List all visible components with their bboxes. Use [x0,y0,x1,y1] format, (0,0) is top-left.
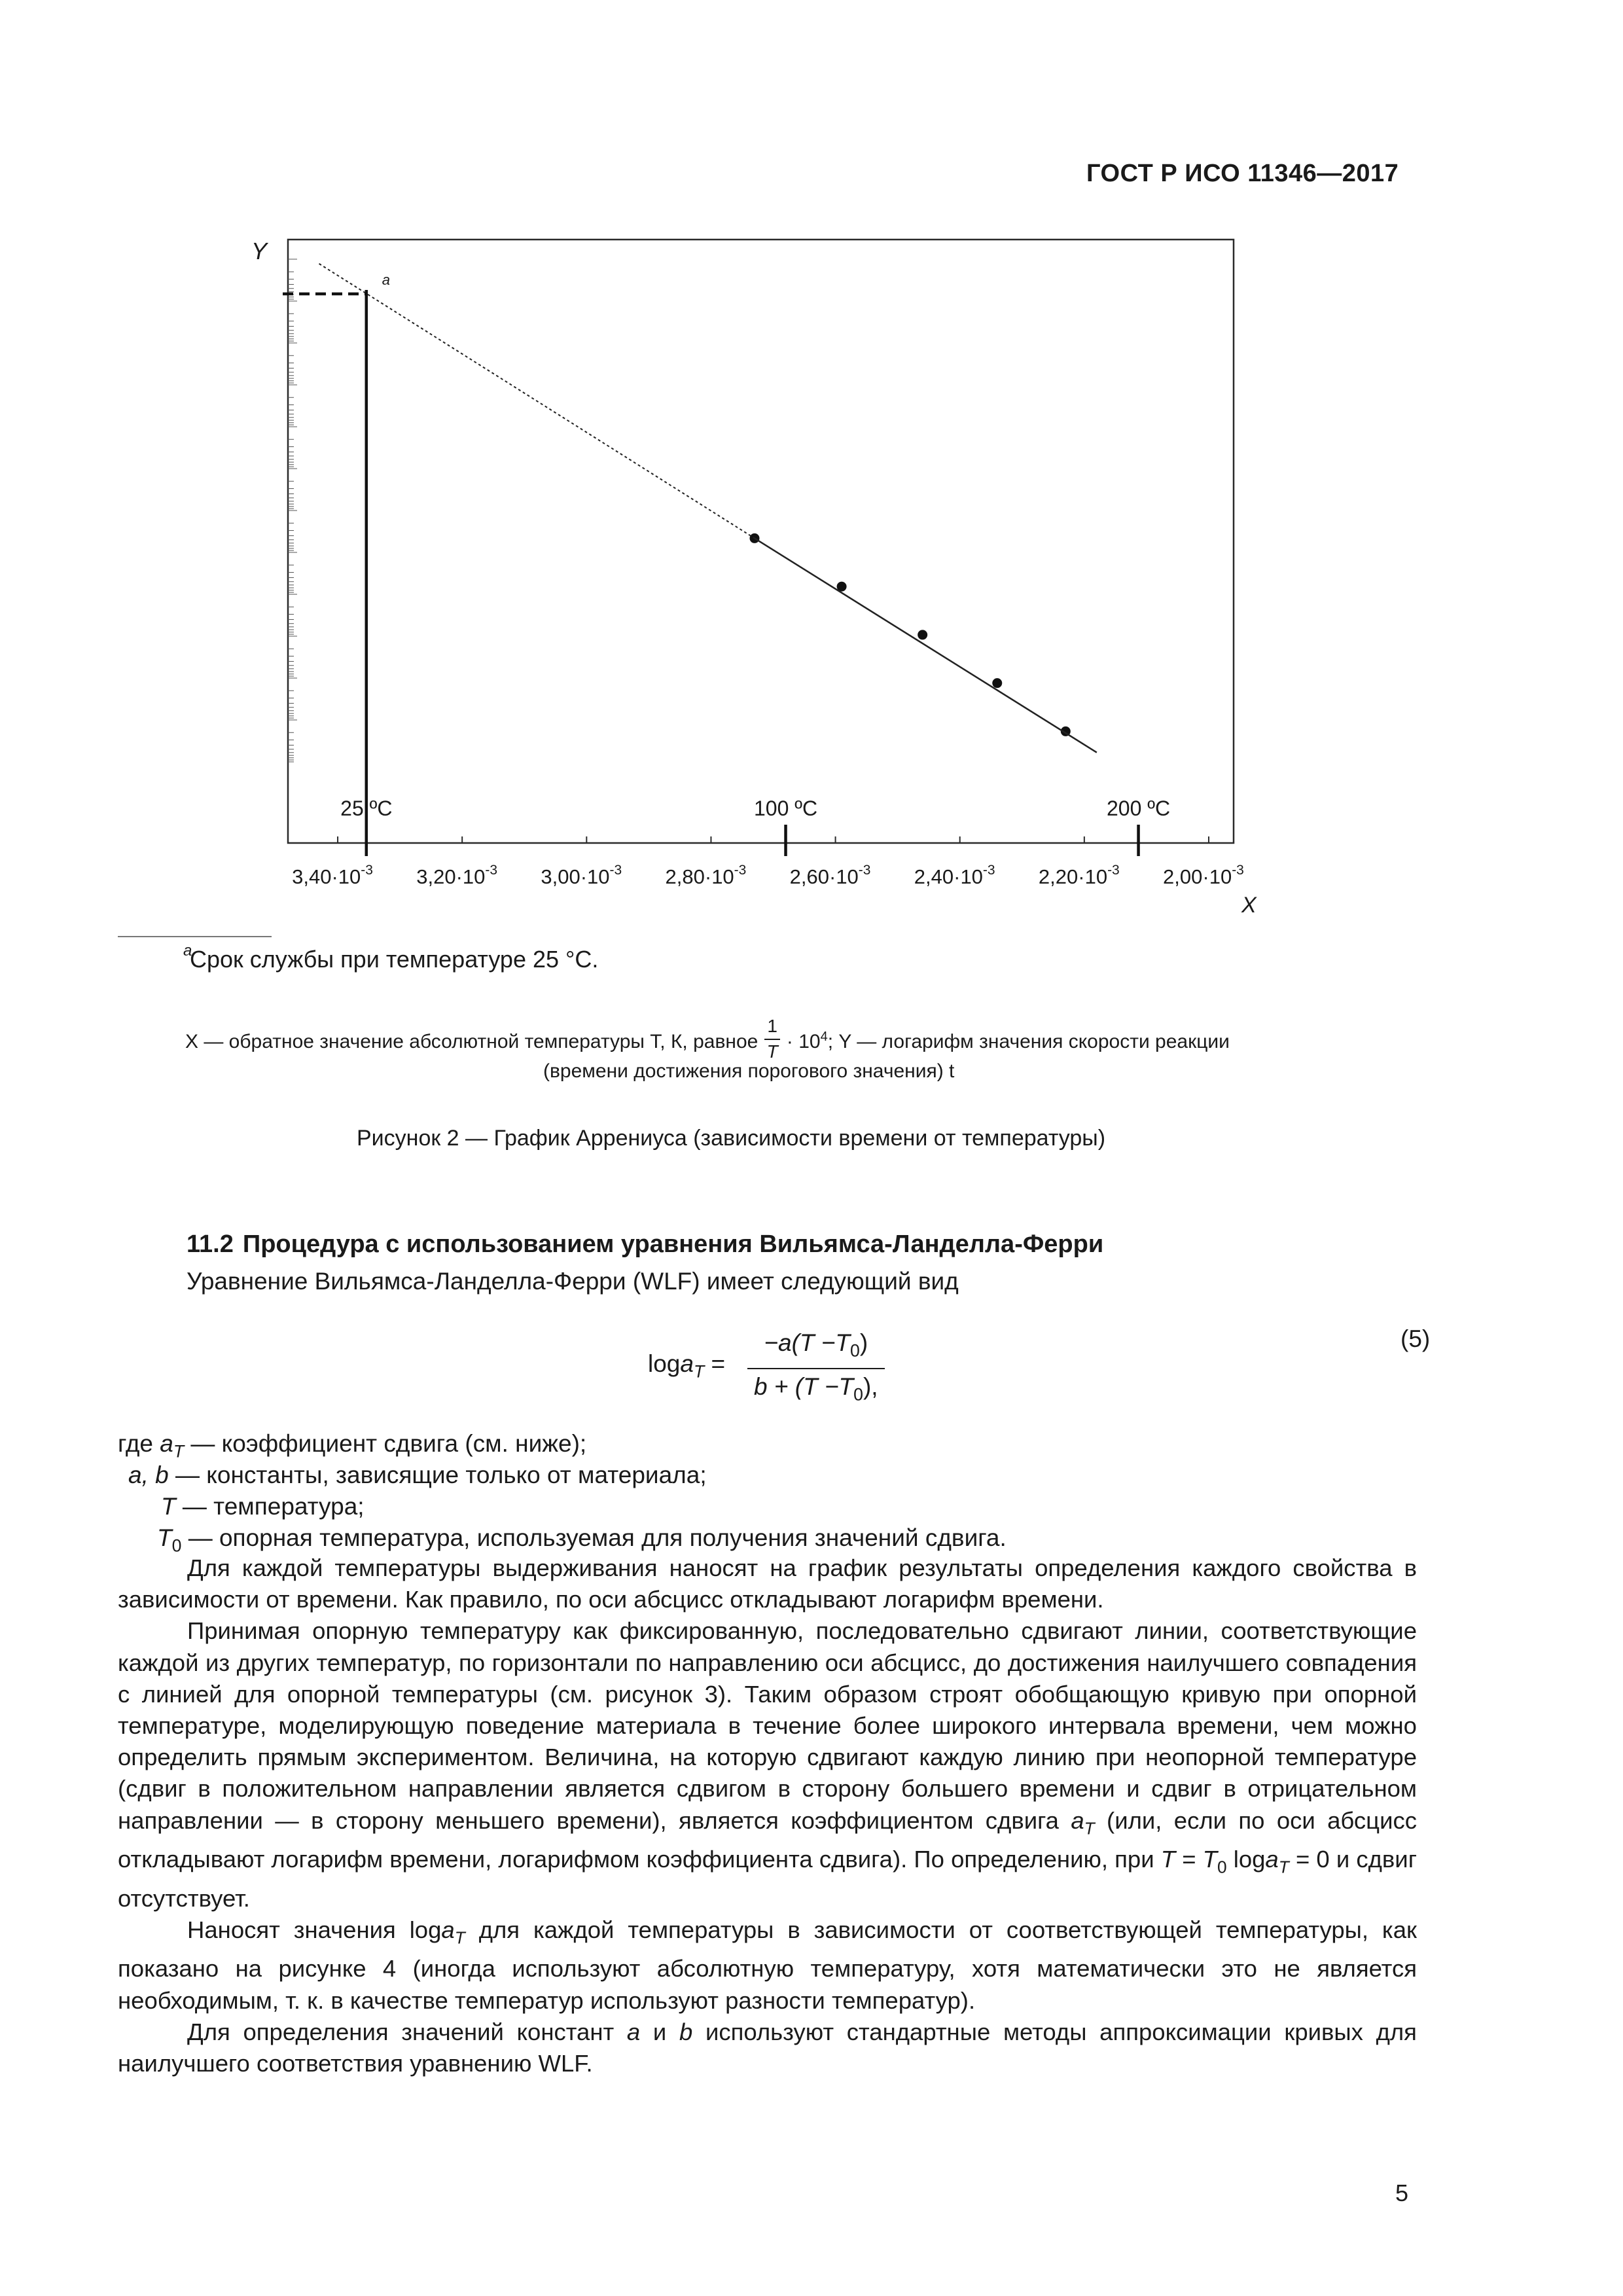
section-heading [187,1230,1103,1259]
eq-tail: , [871,1373,878,1401]
eq-denominator [747,1368,885,1412]
section-title: Процедура с использованием уравнения Вильямса-Ланделла-Ферри [242,1230,1104,1258]
p2-part-b: (или, если по оси абсцисс откладывают логарифм времени, логарифмом коэффициента сдвига). По определению, при [118,1806,1417,1873]
def-sub: 0 [171,1535,182,1556]
x-tick-label: $3,40\cdot 10^{-3}$ [292,863,373,888]
p3-part-b: для каждой температуры в зависимости от соответствующей температуры, как показано на рисунке 4 (иногда используют абсолютную температуру, хотя математически это не является необходимым, т. к. в качестве температур используют разности температур). [118,1916,1417,2014]
paragraph-2: Принимая опорную температуру как фиксированную, последовательно сдвигают линии, соответствующие каждой из других температур, по горизонтали по направлению оси абсцисс, до достижения наилучшего совпадения с линией для опорной температуры (см. рисунок 3). Таким образом строят обобщающую кривую при опорной температуре, моделирующую поведение материала в течение более широкого интервала времени, чем можно определить прямым экспериментом. Величина, на которую сдвигают каждую линию при неопорной температуре (сдвиг в положительном направлении является сдвигом в сторону большего времени и сдвиг в отрицательном направлении — в сторону меньшего времени), является коэффициентом сдвига $a_T$ (или, если по оси абсцисс откладывают логарифм времени, логарифмом коэффициента сдвига). По определению, при $T = T_0$ loga$_T$ = 0 и сдвиг отсутствует. [118,1617,1418,1912]
eq-num-text: −a(T −T [764,1329,851,1356]
def-sym: T [157,1524,172,1551]
eq-den-text: b + (T −T [754,1373,854,1401]
wlf-equation [648,1325,1041,1410]
def-sub: T [173,1441,185,1462]
x-tick-label: $2,60\cdot 10^{-3}$ [789,863,871,888]
legend-x-prefix: X — обратное значение абсолютной температуры T, К, равное [185,1030,758,1052]
paragraph-1: Для каждой температуры выдерживания наносят на график результаты определения каждого свойства в зависимости от времени. Как правило, по оси абсцисс откладывают логарифм времени. [118,1554,1417,1613]
x-tick-label: $3,20\cdot 10^{-3}$ [416,863,498,888]
def-sym: a, b [128,1462,169,1488]
legend-y-part: ; Y — логарифм значения скорости реакции [827,1030,1230,1052]
legend-x-mult: · 10 [786,1030,821,1052]
footnote-text: Срок службы при температуре 25 °С. [190,946,599,973]
definition-T0 [157,1524,1007,1556]
def-text: — опорная температура, используемая для получения значений сдвига. [181,1524,1007,1551]
def-text: — температура; [175,1493,365,1520]
paragraph-4: Для определения значений констант a и b используют стандартные методы аппроксимации кривых для наилучшего соответствия уравнению WLF. [118,2018,1417,2077]
footnote-marker: a [183,942,192,960]
p4-part-c: используют стандартные методы аппроксимации кривых для наилучшего соответствия уравнению WLF. [118,2018,1417,2077]
definition-ab [128,1462,707,1489]
def-sym: T [161,1493,176,1520]
eq-sub: T [693,1361,705,1382]
x-tick-label: $2,00\cdot 10^{-3}$ [1163,863,1244,888]
p2-part-c: = 0 и сдвиг отсутствует. [118,1846,1418,1912]
p3-part-a: Наносят значения [187,1916,396,1943]
temperature-label: 25 ºC [340,797,393,820]
legend-frac-num: 1 [764,1014,780,1040]
x-tick-label: $2,20\cdot 10^{-3}$ [1038,863,1120,888]
eq-numerator [747,1325,885,1368]
paragraph-3: Наносят значения loga$_T$ для каждой температуры в зависимости от соответствующей температуры, как показано на рисунке 4 (иногда используют абсолютную температуру, хотя математически это не является необходимым, т. к. в качестве температур используют разности температур). [118,1916,1417,2014]
p4-part-a: Для определения значений констант [187,2018,615,2045]
y-axis-label: Y [251,238,268,264]
section-intro: Уравнение Вильямса-Ланделла-Ферри (WLF) имеет следующий вид [187,1268,959,1295]
legend-frac-den: T [766,1041,778,1062]
page-number: 5 [1395,2179,1409,2206]
def-text: — константы, зависящие только от материала; [168,1462,707,1488]
annotation-label: a [382,271,391,288]
legend-fraction [764,1014,780,1064]
x-tick-label: $2,40\cdot 10^{-3}$ [914,863,995,888]
x-tick-label: $3,00\cdot 10^{-3}$ [541,863,622,888]
legend-x-exp: 4 [820,1029,828,1044]
temperature-label: 100 ºC [753,797,818,820]
equation-lhs: loga$_T$ = [648,1350,726,1382]
section-number: 11.2 [187,1230,234,1258]
eq-den-close: ) [863,1373,872,1401]
figure-caption: Рисунок 2 — График Аррениуса (зависимости времени от температуры) [357,1126,1106,1151]
x-axis-label: X [1241,893,1257,918]
def-sym: a [160,1430,173,1457]
body-text [118,1552,1417,2079]
standard-header: ГОСТ Р ИСО 11346—2017 [1086,160,1399,187]
data-point [918,630,927,639]
arrhenius-chart [236,236,1309,923]
equation-fraction [747,1325,885,1412]
extrapolation-line [319,264,755,539]
def-prefix: где [118,1430,160,1457]
eq-num-close: ) [859,1329,868,1356]
x-tick-label: $2,80\cdot 10^{-3}$ [665,863,747,888]
definition-T [161,1493,365,1520]
footnote [183,942,599,973]
temperature-label: 200 ºC [1107,797,1171,820]
eq-den-sub: 0 [853,1384,863,1405]
p2-part-a: Принимая опорную температуру как фиксированную, последовательно сдвигают линии, соответствующие каждой из других температур, по горизонтали по направлению оси абсцисс, до достижения наилучшего совпадения с линией для опорной температуры (см. рисунок 3). Таким образом строят обобщающую кривую при опорной температуре, моделирующую поведение материала в течение более широкого интервала времени, чем можно определить прямым экспериментом. Величина, на которую сдвигают каждую линию при неопорной температуре (сдвиг в положительном направлении является сдвигом в сторону большего времени и сдвиг в отрицательном направлении — в сторону меньшего времени), является коэффициентом сдвига [118,1617,1417,1834]
fit-line [755,538,1097,752]
data-point [992,678,1002,688]
eq-var: a [680,1350,694,1377]
equation-number: (5) [1400,1325,1431,1352]
eq-log: log [648,1350,681,1377]
eq-num-sub: 0 [850,1340,860,1361]
p4-part-b: и [652,2018,667,2045]
footnote-rule [118,936,272,937]
axis-legend-line2: (времени достижения порогового значения) t [543,1060,955,1082]
def-text: — коэффициент сдвига (см. ниже); [184,1430,587,1457]
definition-aT [118,1430,586,1462]
